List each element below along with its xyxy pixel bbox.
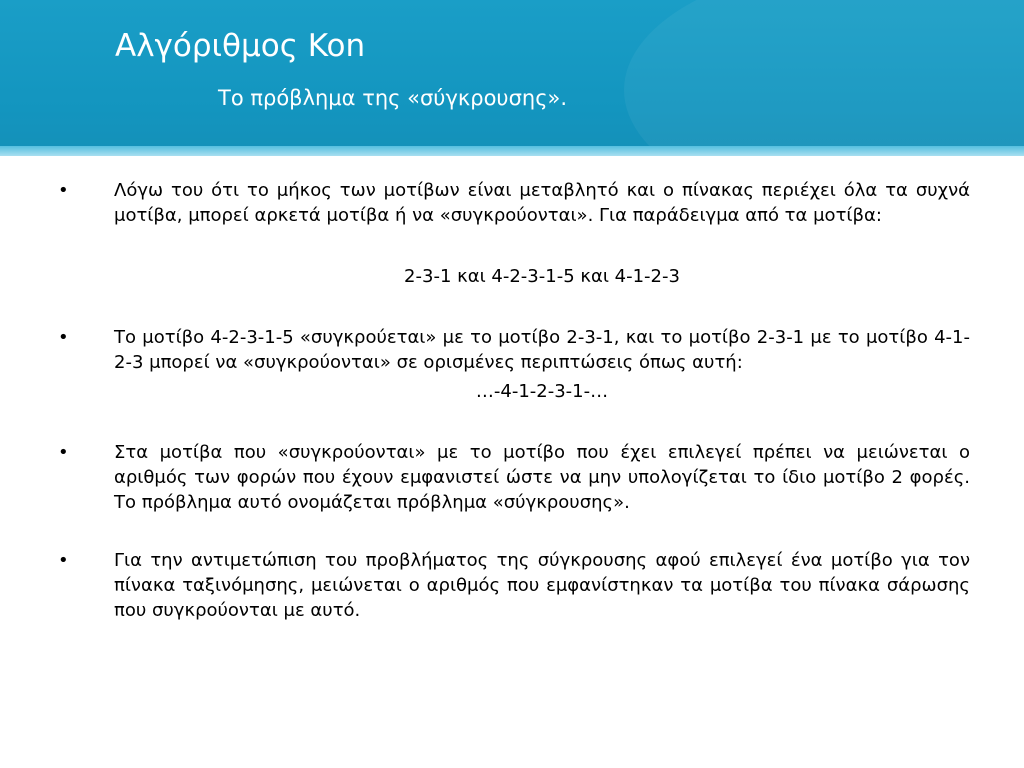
slide-body — [58, 178, 970, 623]
bullet-text-2: Το μοτίβο 4-2-3-1-5 «συγκρούεται» με το μοτίβο 2-3-1, και το μοτίβο 2-3-1 με το μοτίβο 4-1-2-3 μπορεί να «συγκρούονται» σε ορισμένες περιπτώσεις όπως αυτή: — [114, 327, 970, 373]
header-decoration — [624, 0, 1024, 156]
bullet-icon: • — [58, 442, 69, 463]
bullet-text-4: Για την αντιμετώπιση του προβλήματος της σύγκρουσης αφού επιλεγεί ένα μοτίβο για τον πίνακα ταξινόμησης, μειώνεται ο αριθμός που εμφανίστηκαν τα μοτίβα του πίνακα σάρωσης που συγκρούονται με αυτό. — [114, 550, 970, 621]
bullet-text-3: Στα μοτίβα που «συγκρούονται» με το μοτίβο που έχει επιλεγεί πρέπει να μειώνεται ο αριθμός των φορών που έχουν εμφανιστεί ώστε να μην υπολογίζεται το ίδιο μοτίβο 2 φορές. Το πρόβλημα αυτό ονομάζεται πρόβλημα «σύγκρουσης». — [114, 442, 970, 513]
bullet-item-4 — [58, 548, 970, 623]
title-bar — [0, 0, 1024, 156]
slide-title: Αλγόριθμος Kon — [115, 28, 366, 64]
bullet-icon: • — [58, 550, 69, 571]
bullet-icon: • — [58, 180, 69, 201]
slide-subtitle: Το πρόβλημα της «σύγκρουσης». — [218, 86, 568, 110]
bullet-icon: • — [58, 327, 69, 348]
bullet-text-1: Λόγω του ότι το μήκος των μοτίβων είναι μεταβλητό και ο πίνακας περιέχει όλα τα συχνά μοτίβα, μπορεί αρκετά μοτίβα ή να «συγκρούονται». Για παράδειγμα από τα μοτίβα: — [114, 180, 970, 226]
example-patterns: 2-3-1 και 4-2-3-1-5 και 4-1-2-3 — [404, 266, 680, 287]
header-bottom-band — [0, 146, 1024, 156]
bullet-item-3 — [58, 440, 970, 515]
example-sequence: …-4-1-2-3-1-… — [475, 381, 609, 402]
bullet-item-2 — [58, 325, 970, 375]
bullet-item-1 — [58, 178, 970, 228]
